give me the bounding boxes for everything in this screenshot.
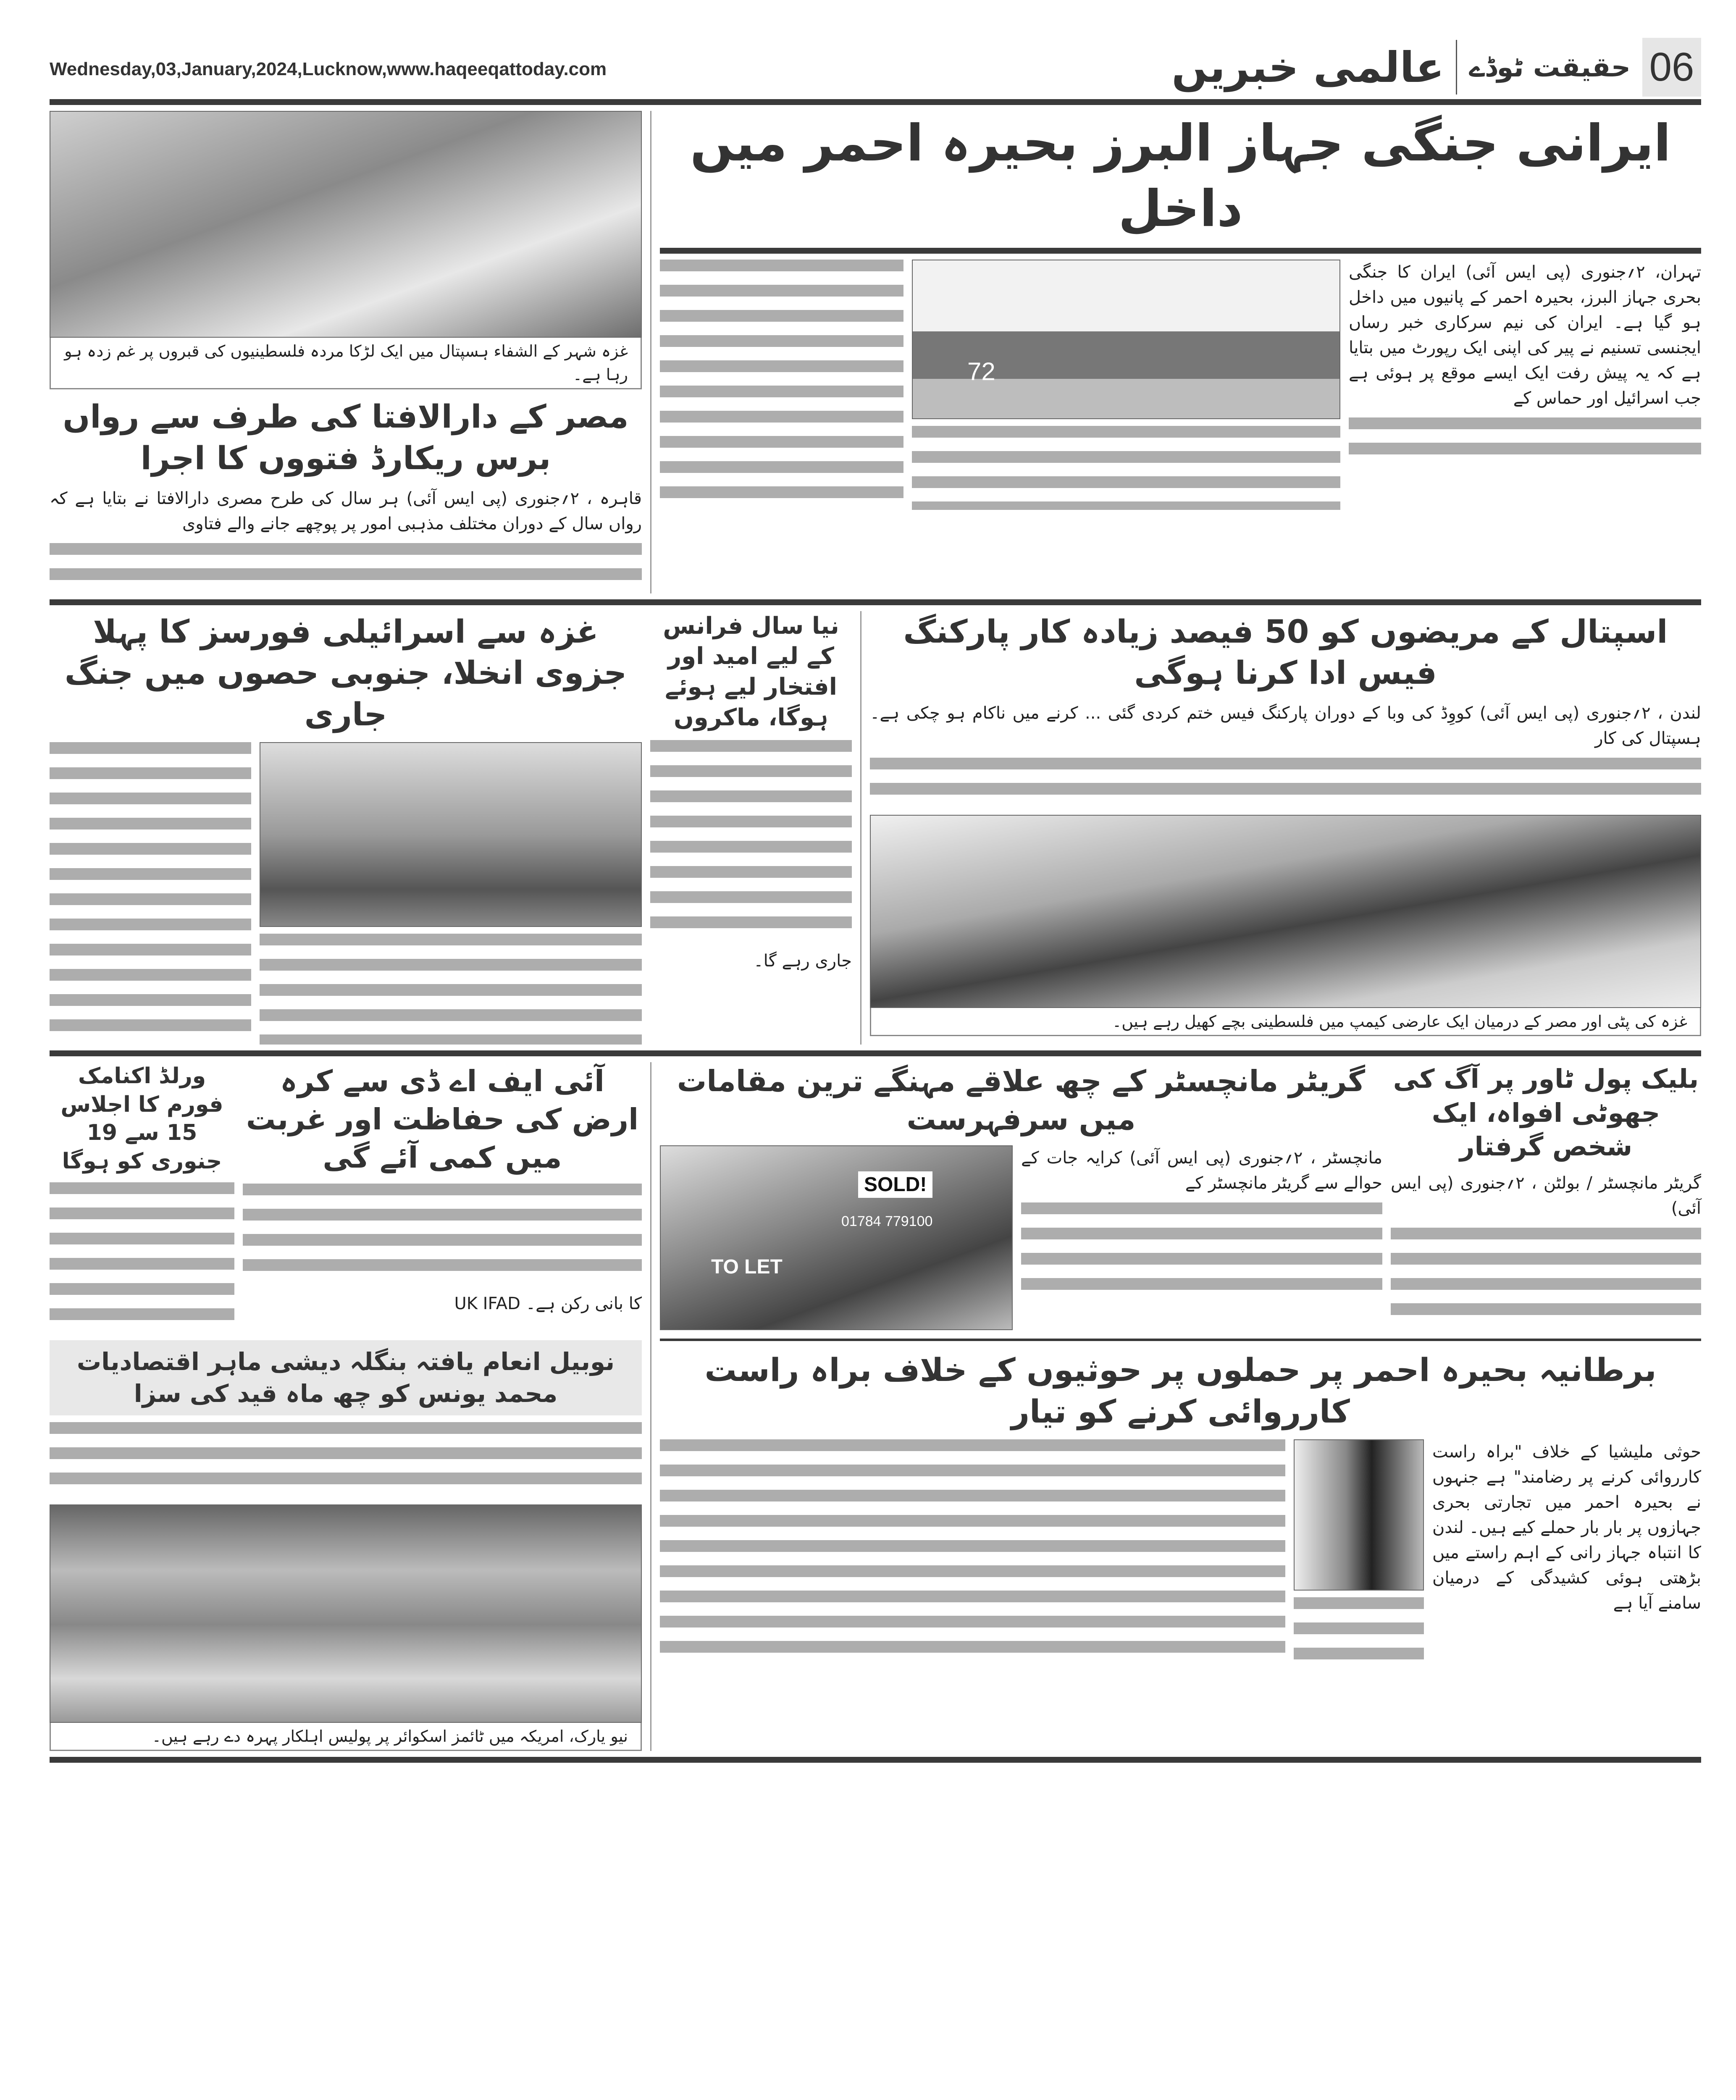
wef-headline <box>50 1062 234 1176</box>
gaza-graves-photo <box>50 111 642 338</box>
gaza-body-text <box>50 742 251 1045</box>
hull-number: 72 <box>967 357 995 386</box>
estate-signs-photo <box>660 1145 1013 1330</box>
column-divider <box>650 1062 651 1751</box>
uk-lead: حوثی ملیشیا کے خلاف "براہ راست کارروائی کرنے پر رضامند" ہے جنہوں نے بحیرہ احمر میں تجارتی بحری جہازوں پر بار بار حملے کیے ہیں۔ لندن کا انتباہ جہاز رانی کے اہم راستے میں بڑھتی ہوئی کشیدگی کے درمیان سامنے آیا ہے <box>1432 1442 1701 1613</box>
manchester-headline: گریٹر مانچسٹر کے چھ علاقے مہنگے ترین مقامات میں سرفہرست <box>677 1063 1366 1137</box>
column-divider <box>650 111 651 593</box>
section-rule <box>50 1050 1701 1056</box>
france-headline: نیا سال فرانس کے لیے امید اور افتخار لیے ہوئے ہوگا، ماکروں <box>663 612 839 731</box>
manchester-lead: مانچسٹر ، ۲؍جنوری (پی ایس آئی) کرایہ جات کے حوالے سے گریٹر مانچسٹر کے <box>1021 1148 1383 1193</box>
egypt-column <box>50 111 642 593</box>
uk-headline: برطانیہ بحیرہ احمر پر حملوں پر حوثیوں کے خلاف براہ راست کارروائی کرنے کو تیار <box>704 1351 1657 1430</box>
wef-headline-line1: ورلڈ اکنامک فورم کا اجلاس <box>60 1063 223 1117</box>
egypt-headline: مصر کے دارالافتا کی طرف سے رواں برس ریکارڈ فتووں کا اجرا <box>63 398 629 477</box>
hospital-story <box>870 611 1701 1037</box>
france-body-text <box>650 740 852 942</box>
lower-section <box>50 1062 1701 1751</box>
camp-children-photo <box>870 815 1701 1008</box>
gaza-story <box>50 611 642 1045</box>
lower-right-column <box>660 1062 1701 1666</box>
iran-lead-column <box>1349 260 1701 468</box>
hospital-headline: اسپتال کے مریضوں کو 50 فیصد زیادہ کار پارکنگ فیس ادا کرنا ہوگی <box>903 612 1668 692</box>
header-rule <box>50 99 1701 105</box>
minister-photo <box>1294 1439 1424 1591</box>
blackpool-headline-line2: جھوٹی افواہ، ایک شخص گرفتار <box>1431 1097 1660 1162</box>
gaza-body-text <box>260 934 642 1045</box>
iran-story <box>660 111 1701 512</box>
hospital-lead: لندن ، ۲؍جنوری (پی ایس آئی) کووِڈ کی وبا کے دوران پارکنگ فیس ختم کردی گئی ... کرنے میں ناکام ہو چکی ہے۔ ہسپتال کی کار <box>870 704 1701 748</box>
gaza-photo-column <box>260 742 642 1045</box>
wef-body-text <box>50 1182 234 1334</box>
manchester-text-column <box>1021 1145 1382 1303</box>
manchester-body-text <box>1021 1202 1382 1303</box>
gaza-graves-figure <box>50 111 642 389</box>
iran-columns <box>660 260 1701 512</box>
uk-body-text <box>660 1439 1285 1666</box>
uk-photo-column <box>1294 1439 1424 1664</box>
wef-story <box>50 1062 234 1334</box>
paper-logo: حقیقت ٹوڈے <box>1469 52 1631 83</box>
manchester-story <box>660 1062 1382 1330</box>
ifad-headline: آئی ایف اے ڈی سے کرہ ارض کی حفاظت اور غربت میں کمی آئے گی <box>246 1063 639 1175</box>
section-title: عالمی خبریں <box>1171 42 1444 92</box>
sign-sold: SOLD! <box>858 1171 932 1198</box>
section-rule <box>660 1339 1701 1341</box>
hospital-body-text <box>870 758 1701 808</box>
gaza-columns <box>50 742 642 1045</box>
yunus-body-text <box>50 1422 642 1498</box>
footer-rule <box>50 1757 1701 1763</box>
divider <box>1456 40 1457 94</box>
masthead-brand <box>1171 38 1701 97</box>
ifad-story <box>243 1062 642 1316</box>
iran-photo-column <box>912 260 1340 510</box>
egypt-body: قاہرہ ، ۲؍جنوری (پی ایس آئی) ہر سال کی طرح مصری دارالافتا نے بتایا ہے کہ رواں سال کے دوران مختلف مذہبی امور پر پوچھے جانے والے فتاوی <box>50 488 642 533</box>
middle-section <box>50 611 1701 1045</box>
camp-children-figure <box>870 815 1701 1036</box>
wef-ifad-row <box>50 1062 642 1334</box>
masthead <box>50 0 1701 99</box>
times-square-photo <box>50 1504 642 1723</box>
wef-headline-line2: 15 سے 19 جنوری کو ہوگا <box>62 1120 222 1174</box>
blackpool-lead: گریٹر مانچسٹر / بولٹن ، ۲؍جنوری (پی ایس آئی) <box>1391 1173 1701 1218</box>
photo-caption: نیو یارک، امریکہ میں ٹائمز اسکوائر پر پولیس اہلکار پہرہ دے رہے ہیں۔ <box>50 1723 642 1751</box>
dateline: Wednesday,03,January,2024,Lucknow,www.haqeeqattoday.com <box>50 59 607 79</box>
gaza-headline: غزہ سے اسرائیلی فورسز کا پہلا جزوی انخلا، جنوبی حصوں میں جنگ جاری <box>64 612 627 733</box>
photo-caption: غزہ شہر کے الشفاء ہسپتال میں ایک لڑکا مردہ فلسطینیوں کی قبروں پر غم زدہ ہو رہا ہے۔ <box>50 338 642 389</box>
times-square-figure <box>50 1504 642 1751</box>
sign-phone: 01784 779100 <box>841 1213 933 1229</box>
france-story <box>650 611 852 974</box>
iran-body-text <box>912 426 1340 510</box>
iran-headline: ایرانی جنگی جہاز البرز بحیرہ احمر میں داخل <box>690 114 1671 238</box>
ifad-snippet: کا بانی رکن ہے۔ UK IFAD <box>454 1294 642 1313</box>
manchester-blackpool-row <box>660 1062 1701 1330</box>
lower-left-column <box>50 1062 642 1751</box>
iran-body-text <box>660 260 903 512</box>
blackpool-headline <box>1391 1062 1701 1164</box>
uk-columns <box>660 1439 1701 1666</box>
gaza-troops-photo <box>260 742 642 927</box>
page-number: 06 <box>1642 38 1701 97</box>
warship-photo <box>912 260 1340 419</box>
blackpool-headline-line1: بلیک پول ٹاور پر آگ کی <box>1393 1063 1699 1094</box>
yunus-headline: نوبیل انعام یافتہ بنگلہ دیشی ماہر اقتصادیات محمد یونس کو چھ ماہ قید کی سزا <box>50 1340 642 1415</box>
manchester-columns <box>660 1145 1382 1330</box>
photo-caption: غزہ کی پٹی اور مصر کے درمیان ایک عارضی کیمپ میں فلسطینی بچے کھیل رہے ہیں۔ <box>870 1008 1701 1036</box>
section-rule <box>660 248 1701 254</box>
blackpool-body-text <box>1391 1228 1701 1328</box>
uk-body-text <box>1294 1597 1424 1664</box>
sign-to-let: TO LET <box>711 1255 783 1278</box>
egypt-body-text <box>50 543 642 593</box>
iran-body-text <box>1349 417 1701 468</box>
column-divider <box>860 611 861 1045</box>
ifad-body-text <box>243 1184 642 1284</box>
top-section <box>50 111 1701 593</box>
france-closing: جاری رہے گا۔ <box>754 951 852 971</box>
iran-lead: تہران، ۲؍جنوری (پی ایس آئی) ایران کا جنگی بحری جہاز البرز، بحیرہ احمر کے پانیوں میں داخل ہو گیا ہے۔ ایران کی نیم سرکاری خبر رساں ایجنسی تسنیم نے پیر کی اپنی ایک رپورٹ میں بتایا ہے کہ یہ پیش رفت ایک ایسے موقع پر ہوئی ہے جب اسرائیل اور حماس کے <box>1349 262 1701 408</box>
blackpool-story <box>1391 1062 1701 1328</box>
section-rule <box>50 599 1701 605</box>
